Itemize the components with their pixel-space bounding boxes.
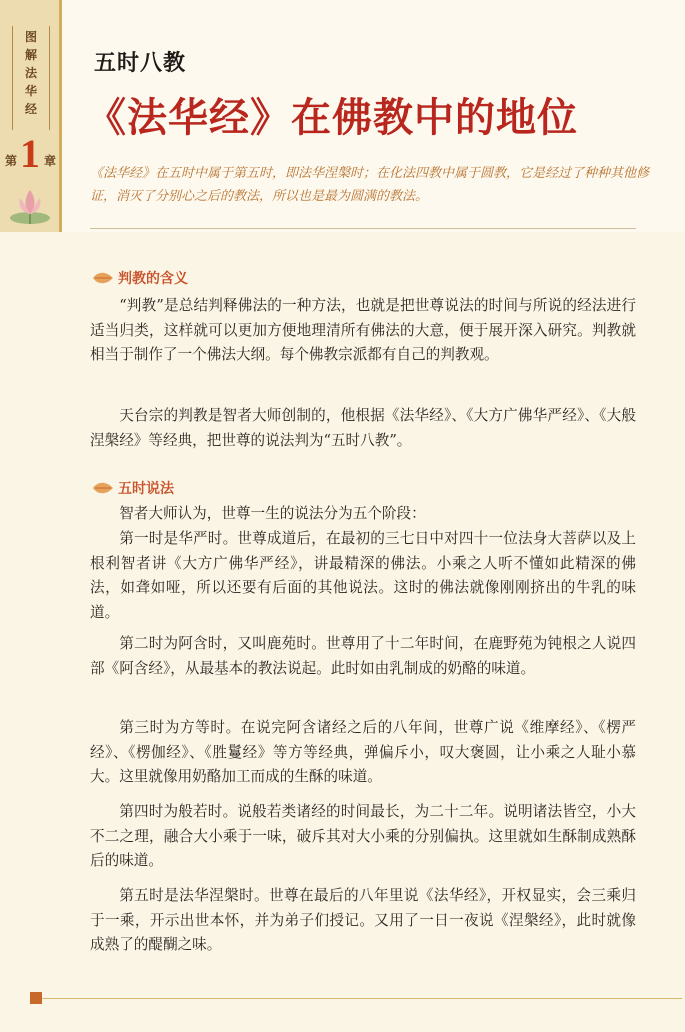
paragraph: 第二时为阿含时，又叫鹿苑时。世尊用了十二年时间，在鹿野苑为钝根之人说四部《阿含经》，从最基本的教法说起。此时如由乳制成的奶酪的味道。 bbox=[90, 635, 636, 677]
section-heading-text: 五时说法 bbox=[118, 481, 174, 497]
paragraph: 第四时为般若时。说般若类诸经的时间最长，为二十二年。说明诸法皆空，小大不二之理，融合大小乘于一味，破斥其对大小乘的分别偏执。这里就如生酥制成熟酥后的味道。 bbox=[90, 803, 636, 869]
chapter-sidebar bbox=[0, 0, 62, 232]
page-title: 《法华经》在佛教中的地位 bbox=[86, 94, 578, 141]
paragraph: 第一时是华严时。世尊成道后，在最初的三七日中对四十一位法身大菩萨以及上根利智者讲《大方广佛华严经》，讲最精深的佛法。小乘之人听不懂如此精深的佛法，如聋如哑，所以还要有后面的其他说法。这时的佛法就像刚刚挤出的牛乳的味道。 bbox=[90, 530, 636, 621]
leaf-bullet-icon bbox=[92, 271, 114, 285]
book-title-char: 解 bbox=[24, 48, 37, 62]
paragraph: 第五时是法华涅槃时。世尊在最后的八年里说《法华经》，开权显实，会三乘归于一乘，开示出世本怀，并为弟子们授记。又用了一日一夜说《涅槃经》，此时就像成熟了的醍醐之味。 bbox=[90, 887, 636, 953]
paragraph: “判教”是总结判释佛法的一种方法，也就是把世尊说法的时间与所说的经法进行适当归类，这样就可以更加方便地理清所有佛法的大意，便于展开深入研究。判教就相当于制作了一个佛法大纲。每个佛教宗派都有自己的判教观。 bbox=[90, 297, 636, 363]
footer-rule bbox=[42, 998, 682, 999]
lotus-icon bbox=[6, 182, 54, 226]
leaf-bullet-icon bbox=[92, 481, 114, 495]
chapter-number: 1 bbox=[20, 131, 40, 176]
paragraph: 智者大师认为，世尊一生的说法分为五个阶段： bbox=[119, 505, 426, 522]
paragraph: 天台宗的判教是智者大师创制的，他根据《法华经》、《大方广佛华严经》、《大般涅槃经》等经典，把世尊的说法判为“五时八教”。 bbox=[90, 407, 636, 449]
paragraph: 第三时为方等时。在说完阿含诸经之后的八年间，世尊广说《维摩经》、《楞严经》、《楞伽经》、《胜鬘经》等方等经典，弹偏斥小，叹大褒圆，让小乘之人耻小慕大。这里就像用奶酪加工而成的生酥的味道。 bbox=[90, 719, 636, 785]
book-title-vertical bbox=[16, 28, 46, 118]
book-title-char: 法 bbox=[24, 66, 37, 80]
book-title-char: 华 bbox=[24, 84, 37, 98]
section-heading bbox=[92, 478, 174, 498]
page-corner-mark bbox=[30, 992, 42, 1004]
section-heading-text: 判教的含义 bbox=[118, 271, 188, 287]
section-subtitle: 五时八教 bbox=[94, 50, 187, 76]
header-divider bbox=[90, 228, 636, 229]
section-heading bbox=[92, 268, 188, 288]
chapter-suffix: 章 bbox=[44, 154, 57, 168]
chapter-marker bbox=[2, 131, 60, 184]
book-title-char: 经 bbox=[24, 102, 37, 116]
intro-summary: 《法华经》在五时中属于第五时，即法华涅槃时；在化法四教中属于圆教，它是经过了种种其他修证，消灭了分别心之后的教法，所以也是最为圆满的教法。 bbox=[90, 166, 650, 204]
chapter-prefix: 第 bbox=[5, 154, 18, 168]
book-title-char: 图 bbox=[24, 30, 37, 44]
